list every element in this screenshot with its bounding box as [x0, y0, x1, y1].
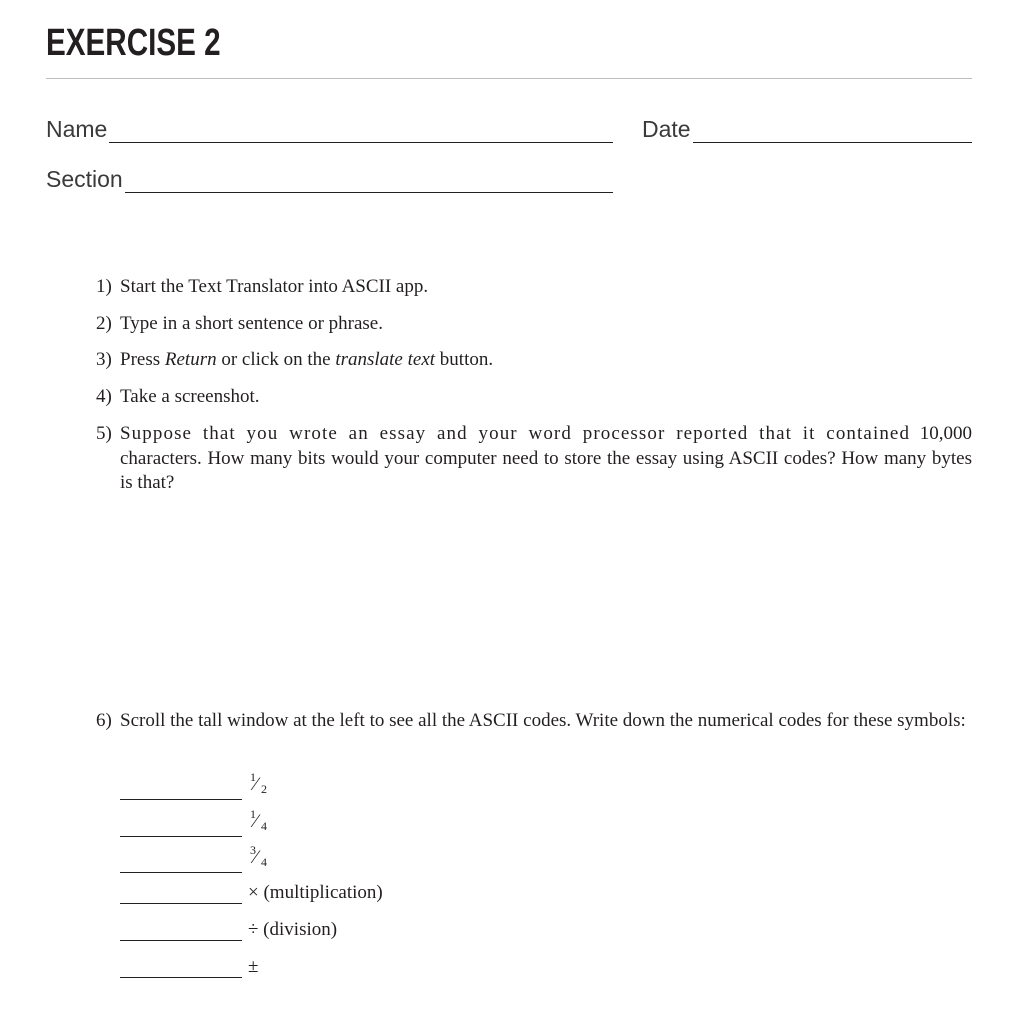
question-text: [120, 422, 972, 496]
question-number: 5): [96, 423, 112, 444]
section-label: Section: [46, 166, 123, 192]
fraction-three-quarters: [248, 843, 272, 873]
question-2: [96, 312, 972, 337]
question-text: Type in a short sentence or phrase.: [120, 313, 383, 334]
numerator: 1: [250, 807, 256, 821]
numerator: 3: [250, 843, 256, 857]
name-label: Name: [46, 116, 108, 142]
text-segment: Press: [120, 349, 165, 370]
question-text: Start the Text Translator into ASCII app.: [120, 276, 429, 297]
date-blank-line[interactable]: [693, 122, 972, 143]
header-divider: [46, 78, 972, 79]
section-field[interactable]: [46, 166, 613, 193]
question-6: [96, 709, 972, 734]
question-4: [96, 385, 972, 410]
question-text: Scroll the tall window at the left to see all the ASCII codes. Write down the numerical codes for these symbols:: [120, 710, 966, 731]
answer-row-three-quarters: [120, 843, 272, 873]
question-number: 1): [96, 276, 112, 297]
fraction-slash: ⁄: [254, 847, 258, 868]
question-5: [96, 422, 972, 496]
symbol-label: ÷ (division): [248, 919, 338, 940]
return-key-term: Return: [164, 349, 217, 370]
answer-blank[interactable]: [120, 885, 242, 904]
text-segment: 10,000 characters. How many bits would your computer need to store the essay using ASCII codes? How many bytes is that?: [120, 423, 972, 493]
answer-blank[interactable]: [120, 854, 242, 873]
question-text: Take a screenshot.: [120, 386, 260, 407]
denominator: 4: [261, 819, 267, 833]
denominator: 2: [261, 782, 267, 796]
answer-blank[interactable]: [120, 959, 242, 978]
answer-blank[interactable]: [120, 781, 242, 800]
question-number: 2): [96, 313, 112, 334]
translate-text-term: translate text: [335, 349, 436, 370]
answer-row-division: [120, 917, 337, 941]
text-segment: Suppose that you wrote an essay and your word processor reported that it contained: [120, 423, 911, 444]
symbol-label: ±: [248, 956, 259, 977]
date-label: Date: [642, 116, 691, 142]
date-field[interactable]: [642, 116, 972, 143]
answer-row-one-half: [120, 770, 272, 800]
answer-blank[interactable]: [120, 818, 242, 837]
answer-blank[interactable]: [120, 922, 242, 941]
fraction-slash: ⁄: [254, 774, 258, 795]
question-3: [96, 348, 972, 373]
denominator: 4: [261, 855, 267, 869]
text-segment: button.: [435, 349, 494, 370]
exercise-title: EXERCISE 2: [46, 22, 221, 64]
question-number: 4): [96, 386, 112, 407]
answer-row-one-quarter: [120, 807, 272, 837]
question-text: [120, 348, 972, 373]
question-number: 3): [96, 349, 112, 370]
fraction-one-half: [248, 770, 272, 800]
section-blank-line[interactable]: [125, 172, 613, 193]
name-field[interactable]: [46, 116, 613, 143]
fraction-slash: ⁄: [254, 811, 258, 832]
symbol-label: × (multiplication): [248, 882, 383, 903]
answer-row-multiplication: [120, 880, 383, 904]
name-blank-line[interactable]: [109, 122, 613, 143]
text-segment: or click on the: [216, 349, 336, 370]
answer-row-plus-minus: [120, 954, 258, 978]
numerator: 1: [250, 770, 256, 784]
question-1: [96, 275, 972, 300]
question-number: 6): [96, 710, 112, 731]
fraction-one-quarter: [248, 807, 272, 837]
